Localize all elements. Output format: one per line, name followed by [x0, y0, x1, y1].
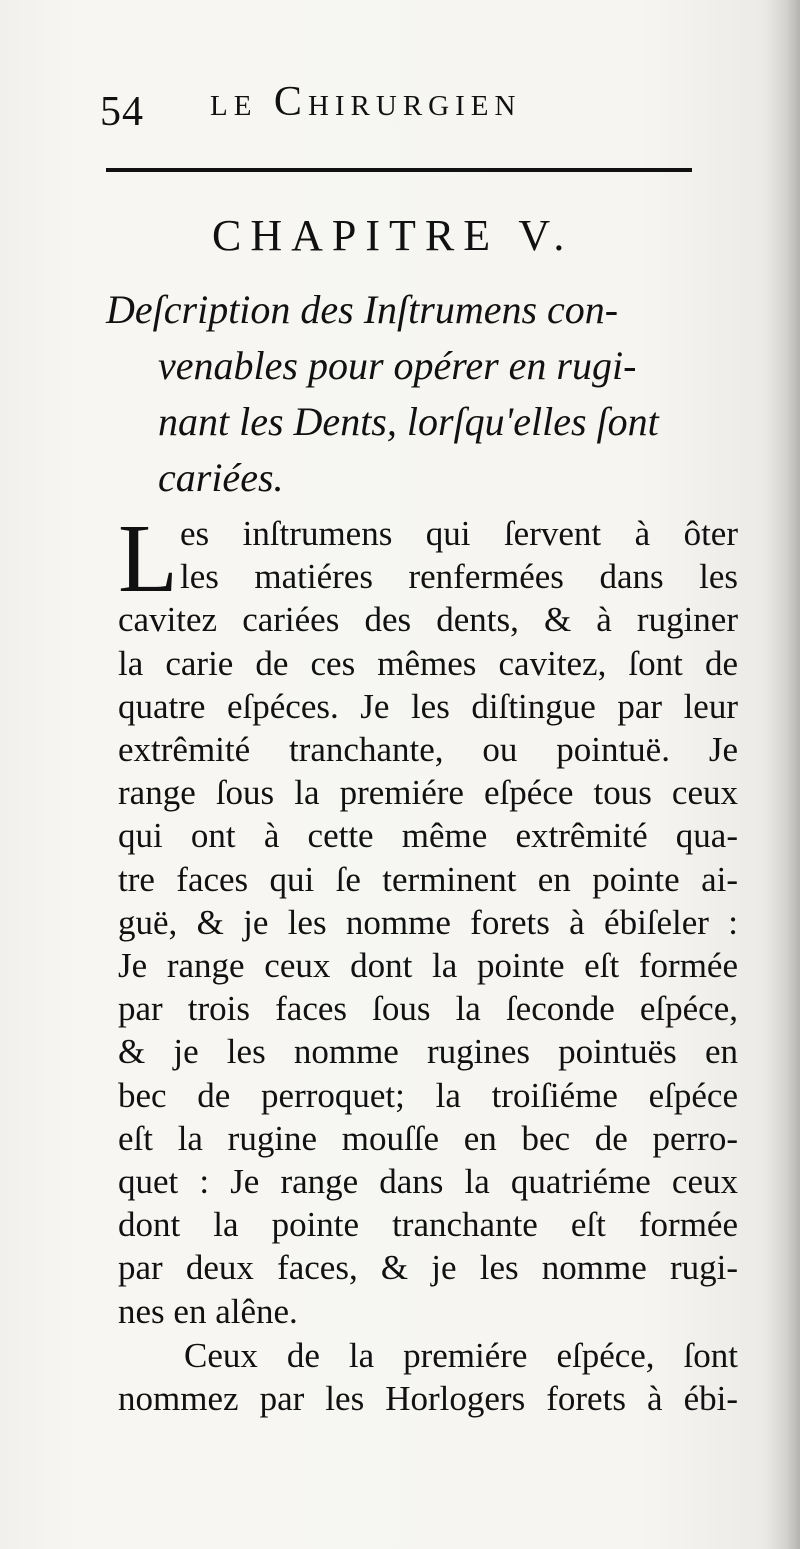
page-header: [100, 78, 700, 138]
body-line: dont la pointe tranchante eſt formée: [118, 1205, 738, 1245]
body-line: tre faces qui ſe terminent en pointe ai-: [118, 859, 738, 899]
body-line: eſt la rugine mouſſe en bec de perro-: [118, 1118, 738, 1158]
subtitle-line: Deſcription des Inſtrumens con-: [106, 287, 619, 332]
body-line: nommez par les Horlogers forets à ébi-: [118, 1379, 738, 1419]
body-line: la carie de ces mêmes cavitez, ſont de: [118, 643, 738, 683]
chapter-title: CHAPITRE V.: [212, 211, 574, 260]
drop-cap: L: [118, 505, 178, 613]
body-line: guë, & je les nomme forets à ébiſeler :: [118, 902, 738, 942]
subtitle-line: nant les Dents, lorſqu'elles ſont: [158, 399, 659, 444]
body-line: cavitez cariées des dents, & à ruginer: [118, 600, 738, 640]
paragraph-1: [118, 505, 738, 1333]
body-line: Ceux de la premiére eſpéce, ſont: [184, 1336, 738, 1375]
body-line: par deux faces, & je les nomme rugi-: [118, 1248, 738, 1288]
header-rule: [106, 168, 692, 172]
subtitle-line: venables pour opérer en rugi-: [158, 343, 637, 388]
chapter-subtitle: [106, 282, 698, 506]
body-line: extrêmité tranchante, ou pointuë. Je: [118, 730, 738, 770]
page-number: 54: [100, 89, 144, 135]
page-edge-shadow: [766, 0, 800, 1549]
body-line: range ſous la premiére eſpéce tous ceux: [118, 773, 738, 813]
subtitle-line: cariées.: [158, 455, 284, 500]
body-line: Je range ceux dont la pointe eſt formée: [118, 946, 738, 986]
body-line: bec de perroquet; la troiſiéme eſpéce: [118, 1075, 738, 1115]
body-line: & je les nomme rugines pointuës en: [118, 1032, 738, 1072]
running-title: le Chirurgien: [210, 79, 522, 125]
paragraph-2: [118, 1334, 738, 1420]
body-line: nes en alêne.: [118, 1291, 298, 1331]
body-line: qui ont à cette même extrêmité qua-: [118, 816, 738, 856]
body-line: par trois faces ſous la ſeconde eſpéce,: [118, 989, 738, 1029]
body-line: les matiéres renfermées dans les: [180, 557, 738, 597]
body-line: es inſtrumens qui ſervent à ôter: [180, 514, 738, 553]
body-line: quet : Je range dans la quatriéme ceux: [118, 1162, 738, 1202]
body-line: quatre eſpéces. Je les diſtingue par leur: [118, 686, 738, 726]
